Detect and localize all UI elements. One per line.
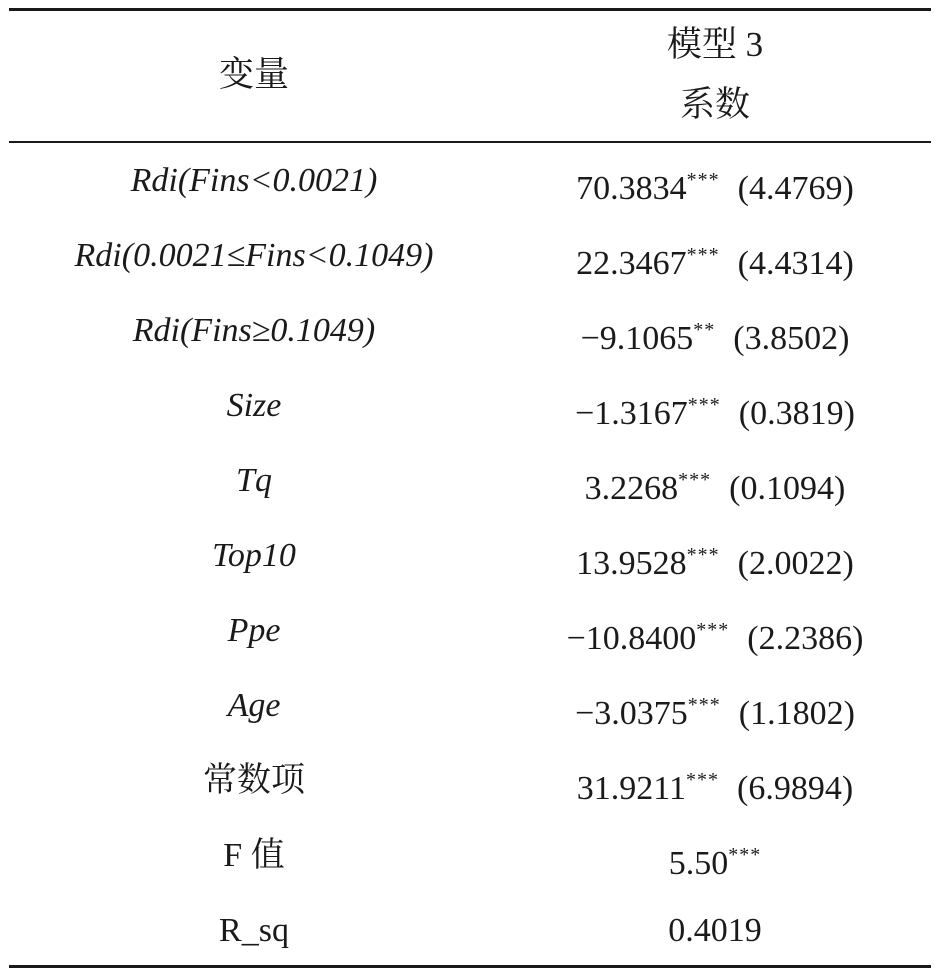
table-top-rule [9, 8, 931, 11]
table-row [9, 143, 931, 218]
variable-cell: F 值 [223, 837, 285, 874]
coef-value: 22.3467 [576, 245, 687, 282]
variable-cell: Rdi(Fins≥0.1049) [132, 312, 376, 349]
coefficient-cell [499, 143, 931, 218]
coef-value: 5.50 [668, 845, 729, 882]
standard-error: (4.4314) [737, 245, 854, 282]
coefficient-cell [499, 443, 931, 518]
coef-value: −9.1065 [580, 320, 694, 357]
significance-stars: *** [678, 469, 712, 491]
coef-value: 3.2268 [584, 470, 679, 507]
coef-value: −1.3167 [575, 395, 688, 432]
table-row [9, 443, 931, 518]
significance-stars: ** [693, 319, 716, 341]
significance-stars: *** [686, 244, 720, 266]
header-model: 模型 3 [666, 25, 764, 64]
coef-value: 70.3834 [576, 170, 687, 207]
variable-cell: Size [226, 387, 282, 424]
coef-value: 31.9211 [576, 770, 687, 807]
coefficient-cell [499, 893, 931, 968]
coefficient-cell [499, 368, 931, 443]
header-variable: 变量 [218, 55, 289, 94]
standard-error: (4.4769) [737, 170, 854, 207]
standard-error: (2.0022) [737, 545, 854, 582]
standard-error: (3.8502) [733, 320, 850, 357]
variable-cell: Top10 [212, 537, 296, 574]
standard-error: (0.1094) [729, 470, 846, 507]
table-row [9, 593, 931, 668]
variable-cell: 常数项 [203, 762, 305, 799]
standard-error: (0.3819) [738, 395, 855, 432]
significance-stars: *** [686, 769, 720, 791]
coef-value: −10.8400 [566, 620, 697, 657]
coefficient-cell [499, 218, 931, 293]
coefficient-cell [499, 293, 931, 368]
variable-cell: Age [227, 687, 281, 724]
coef-value: 13.9528 [576, 545, 687, 582]
table-row [9, 668, 931, 743]
table-row [9, 218, 931, 293]
table-row [9, 743, 931, 818]
table-row [9, 518, 931, 593]
coefficient-cell [499, 668, 931, 743]
table-row [9, 368, 931, 443]
table-row [9, 893, 931, 968]
variable-cell: R_sq [219, 912, 289, 949]
coef-value: 0.4019 [668, 912, 762, 949]
table-row [9, 293, 931, 368]
significance-stars: *** [696, 619, 730, 641]
standard-error: (1.1802) [738, 695, 855, 732]
significance-stars: *** [686, 169, 720, 191]
variable-cell: Rdi(0.0021≤Fins<0.1049) [74, 237, 434, 274]
coefficient-cell [499, 743, 931, 818]
significance-stars: *** [728, 844, 762, 866]
table-bottom-rule [9, 965, 931, 968]
significance-stars: *** [687, 694, 721, 716]
variable-cell: Tq [236, 462, 272, 499]
table-row [9, 818, 931, 893]
variable-cell: Rdi(Fins<0.0021) [130, 162, 378, 199]
standard-error: (2.2386) [747, 620, 864, 657]
standard-error: (6.9894) [737, 770, 854, 807]
coefficient-cell [499, 593, 931, 668]
variable-cell: Ppe [227, 612, 281, 649]
significance-stars: *** [686, 544, 720, 566]
coefficient-cell [499, 818, 931, 893]
header-coefficient: 系数 [679, 85, 750, 124]
coef-value: −3.0375 [575, 695, 688, 732]
significance-stars: *** [687, 394, 721, 416]
coefficient-cell [499, 518, 931, 593]
